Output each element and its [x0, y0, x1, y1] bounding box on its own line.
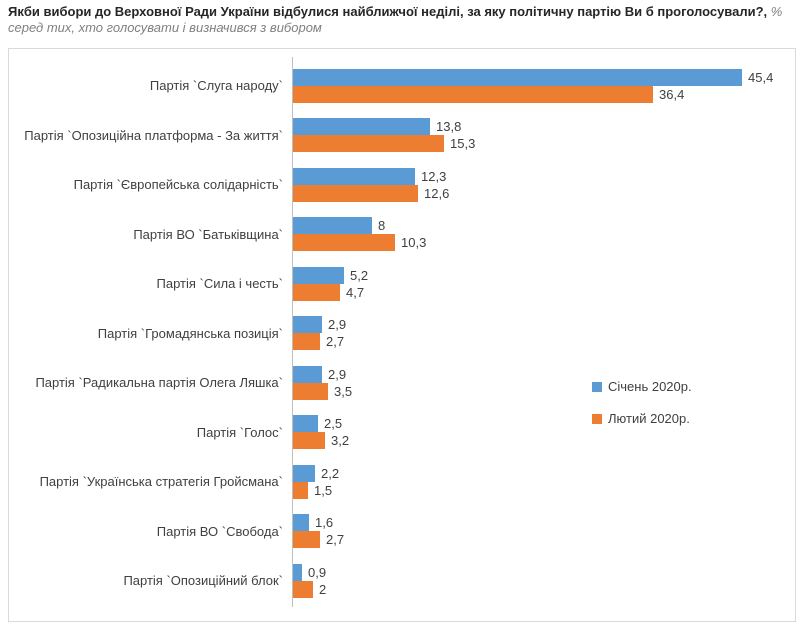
bar-value-label: 13,8	[436, 119, 462, 135]
chart-row	[9, 160, 795, 210]
bar-february	[293, 581, 313, 598]
bar-group	[293, 366, 795, 400]
chart-row	[9, 259, 795, 309]
bar-january	[293, 267, 344, 284]
bar-value-label: 36,4	[659, 86, 685, 102]
bar-value-label: 12,3	[421, 168, 447, 184]
bar-line	[293, 333, 795, 350]
bar-group	[293, 69, 795, 103]
bar-line	[293, 482, 795, 499]
chart-row	[9, 507, 795, 557]
bar-line	[293, 415, 795, 432]
bar-january	[293, 415, 318, 432]
bar-group	[293, 465, 795, 499]
bar-group	[293, 168, 795, 202]
chart-row	[9, 111, 795, 161]
bar-january	[293, 118, 430, 135]
bar-line	[293, 86, 795, 103]
bar-line	[293, 366, 795, 383]
bar-line	[293, 383, 795, 400]
bar-group	[293, 514, 795, 548]
bar-value-label: 4,7	[346, 284, 365, 300]
bar-line	[293, 316, 795, 333]
bar-value-label: 1,5	[314, 482, 333, 498]
bar-value-label: 0,9	[308, 564, 327, 580]
legend-label: Січень 2020р.	[608, 379, 692, 394]
bar-line	[293, 581, 795, 598]
bar-line	[293, 564, 795, 581]
category-label: Партія ВО `Свобода`	[156, 523, 283, 539]
legend-swatch	[592, 382, 602, 392]
bar-january	[293, 465, 315, 482]
legend-label: Лютий 2020р.	[608, 411, 690, 426]
chart-title	[8, 4, 800, 36]
chart-row	[9, 556, 795, 606]
bar-value-label: 5,2	[350, 267, 369, 283]
bar-group	[293, 564, 795, 598]
chart-row	[9, 61, 795, 111]
bar-january	[293, 316, 322, 333]
category-label: Партія `Опозиційна платформа - За життя`	[24, 127, 283, 143]
bar-january	[293, 69, 742, 86]
legend-swatch	[592, 414, 602, 424]
bar-group	[293, 217, 795, 251]
bar-february	[293, 432, 325, 449]
bar-february	[293, 86, 653, 103]
bar-value-label: 2	[319, 581, 327, 597]
bar-line	[293, 217, 795, 234]
chart-rows	[9, 61, 795, 606]
category-label: Партія `Громадянська позиція`	[97, 325, 283, 341]
category-label: Партія `Слуга народу`	[149, 78, 283, 94]
category-label: Партія ВО `Батьківщина`	[133, 226, 283, 242]
chart-row	[9, 309, 795, 359]
category-label: Партія `Радикальна партія Олега Ляшка`	[35, 375, 283, 391]
bar-line	[293, 118, 795, 135]
bar-february	[293, 531, 320, 548]
bar-january	[293, 217, 372, 234]
legend	[592, 379, 692, 426]
bar-january	[293, 168, 415, 185]
bar-value-label: 10,3	[401, 235, 427, 251]
bar-january	[293, 514, 309, 531]
bar-value-label: 12,6	[424, 185, 450, 201]
bar-line	[293, 514, 795, 531]
bar-line	[293, 531, 795, 548]
bar-line	[293, 168, 795, 185]
bar-value-label: 2,7	[326, 532, 345, 548]
category-label: Партія `Сила і честь`	[156, 276, 283, 292]
legend-item-february	[592, 411, 692, 426]
bar-value-label: 1,6	[315, 515, 334, 531]
bar-value-label: 2,9	[328, 366, 347, 382]
bar-value-label: 3,2	[331, 433, 350, 449]
bar-february	[293, 185, 418, 202]
bar-line	[293, 135, 795, 152]
bar-january	[293, 366, 322, 383]
category-label: Партія `Українська стратегія Гройсмана`	[39, 474, 283, 490]
bar-value-label: 2,2	[321, 465, 340, 481]
bar-line	[293, 267, 795, 284]
chart-row	[9, 457, 795, 507]
bar-value-label: 2,7	[326, 334, 345, 350]
bar-group	[293, 316, 795, 350]
bar-february	[293, 383, 328, 400]
bar-february	[293, 234, 395, 251]
bar-line	[293, 234, 795, 251]
bar-line	[293, 432, 795, 449]
bar-february	[293, 333, 320, 350]
bar-group	[293, 118, 795, 152]
chart-title-note: % серед тих, хто голосувати і визначився з вибором	[8, 4, 783, 35]
bar-value-label: 8	[378, 218, 386, 234]
chart-row	[9, 210, 795, 260]
category-axis-line	[292, 57, 293, 607]
chart-title-question: Якби вибори до Верховної Ради України відбулися найближчої неділі, за яку політичну партію Ви б проголосували?,	[8, 4, 768, 19]
bar-value-label: 2,5	[324, 416, 343, 432]
legend-item-january	[592, 379, 692, 394]
bar-line	[293, 185, 795, 202]
category-label: Партія `Опозиційний блок`	[123, 573, 283, 589]
bar-group	[293, 267, 795, 301]
bar-line	[293, 284, 795, 301]
bar-february	[293, 482, 308, 499]
bar-value-label: 45,4	[748, 69, 774, 85]
bar-value-label: 15,3	[450, 136, 476, 152]
chart-area	[8, 48, 796, 622]
bar-line	[293, 465, 795, 482]
bar-february	[293, 135, 444, 152]
bar-february	[293, 284, 340, 301]
bar-value-label: 2,9	[328, 317, 347, 333]
category-label: Партія `Голос`	[196, 424, 283, 440]
bar-value-label: 3,5	[334, 383, 353, 399]
bar-group	[293, 415, 795, 449]
bar-january	[293, 564, 302, 581]
category-label: Партія `Європейська солідарність`	[73, 177, 283, 193]
bar-line	[293, 69, 795, 86]
